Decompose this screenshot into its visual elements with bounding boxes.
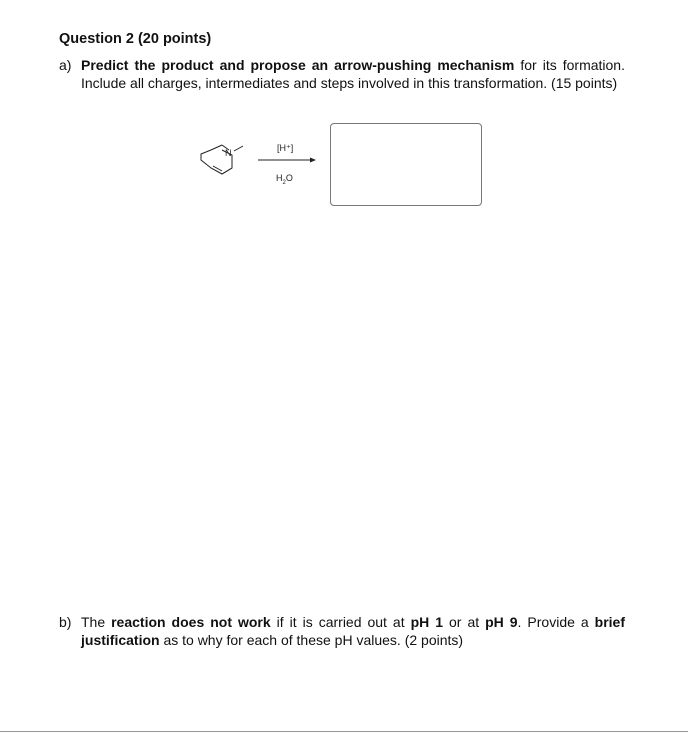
part-a-label: a) [59, 57, 72, 73]
part-b [59, 613, 625, 649]
part-b-text: The reaction does not work if it is carried out at pH 1 or at pH 9. Provide a brief justification as to why for each of these pH values. (2 points) [81, 614, 625, 648]
reagent-acid: [H⁺] [277, 143, 294, 153]
product-answer-box[interactable] [330, 123, 482, 206]
question-title: Question 2 (20 points) [59, 31, 212, 47]
arrow-head [310, 158, 316, 163]
part-a-rest: for its formation. Include all charges, intermediates and steps involved in this transformation. (15 points) [81, 57, 625, 91]
part-b-label: b) [59, 614, 72, 630]
part-a-bold-lead: Predict the product and propose an arrow-pushing mechanism [81, 57, 515, 73]
nitrogen-atom-label: N [225, 148, 232, 158]
enamine-structure [201, 145, 243, 174]
page-bottom-rule [0, 731, 688, 732]
reagent-water: $H_2O$ [276, 173, 293, 186]
